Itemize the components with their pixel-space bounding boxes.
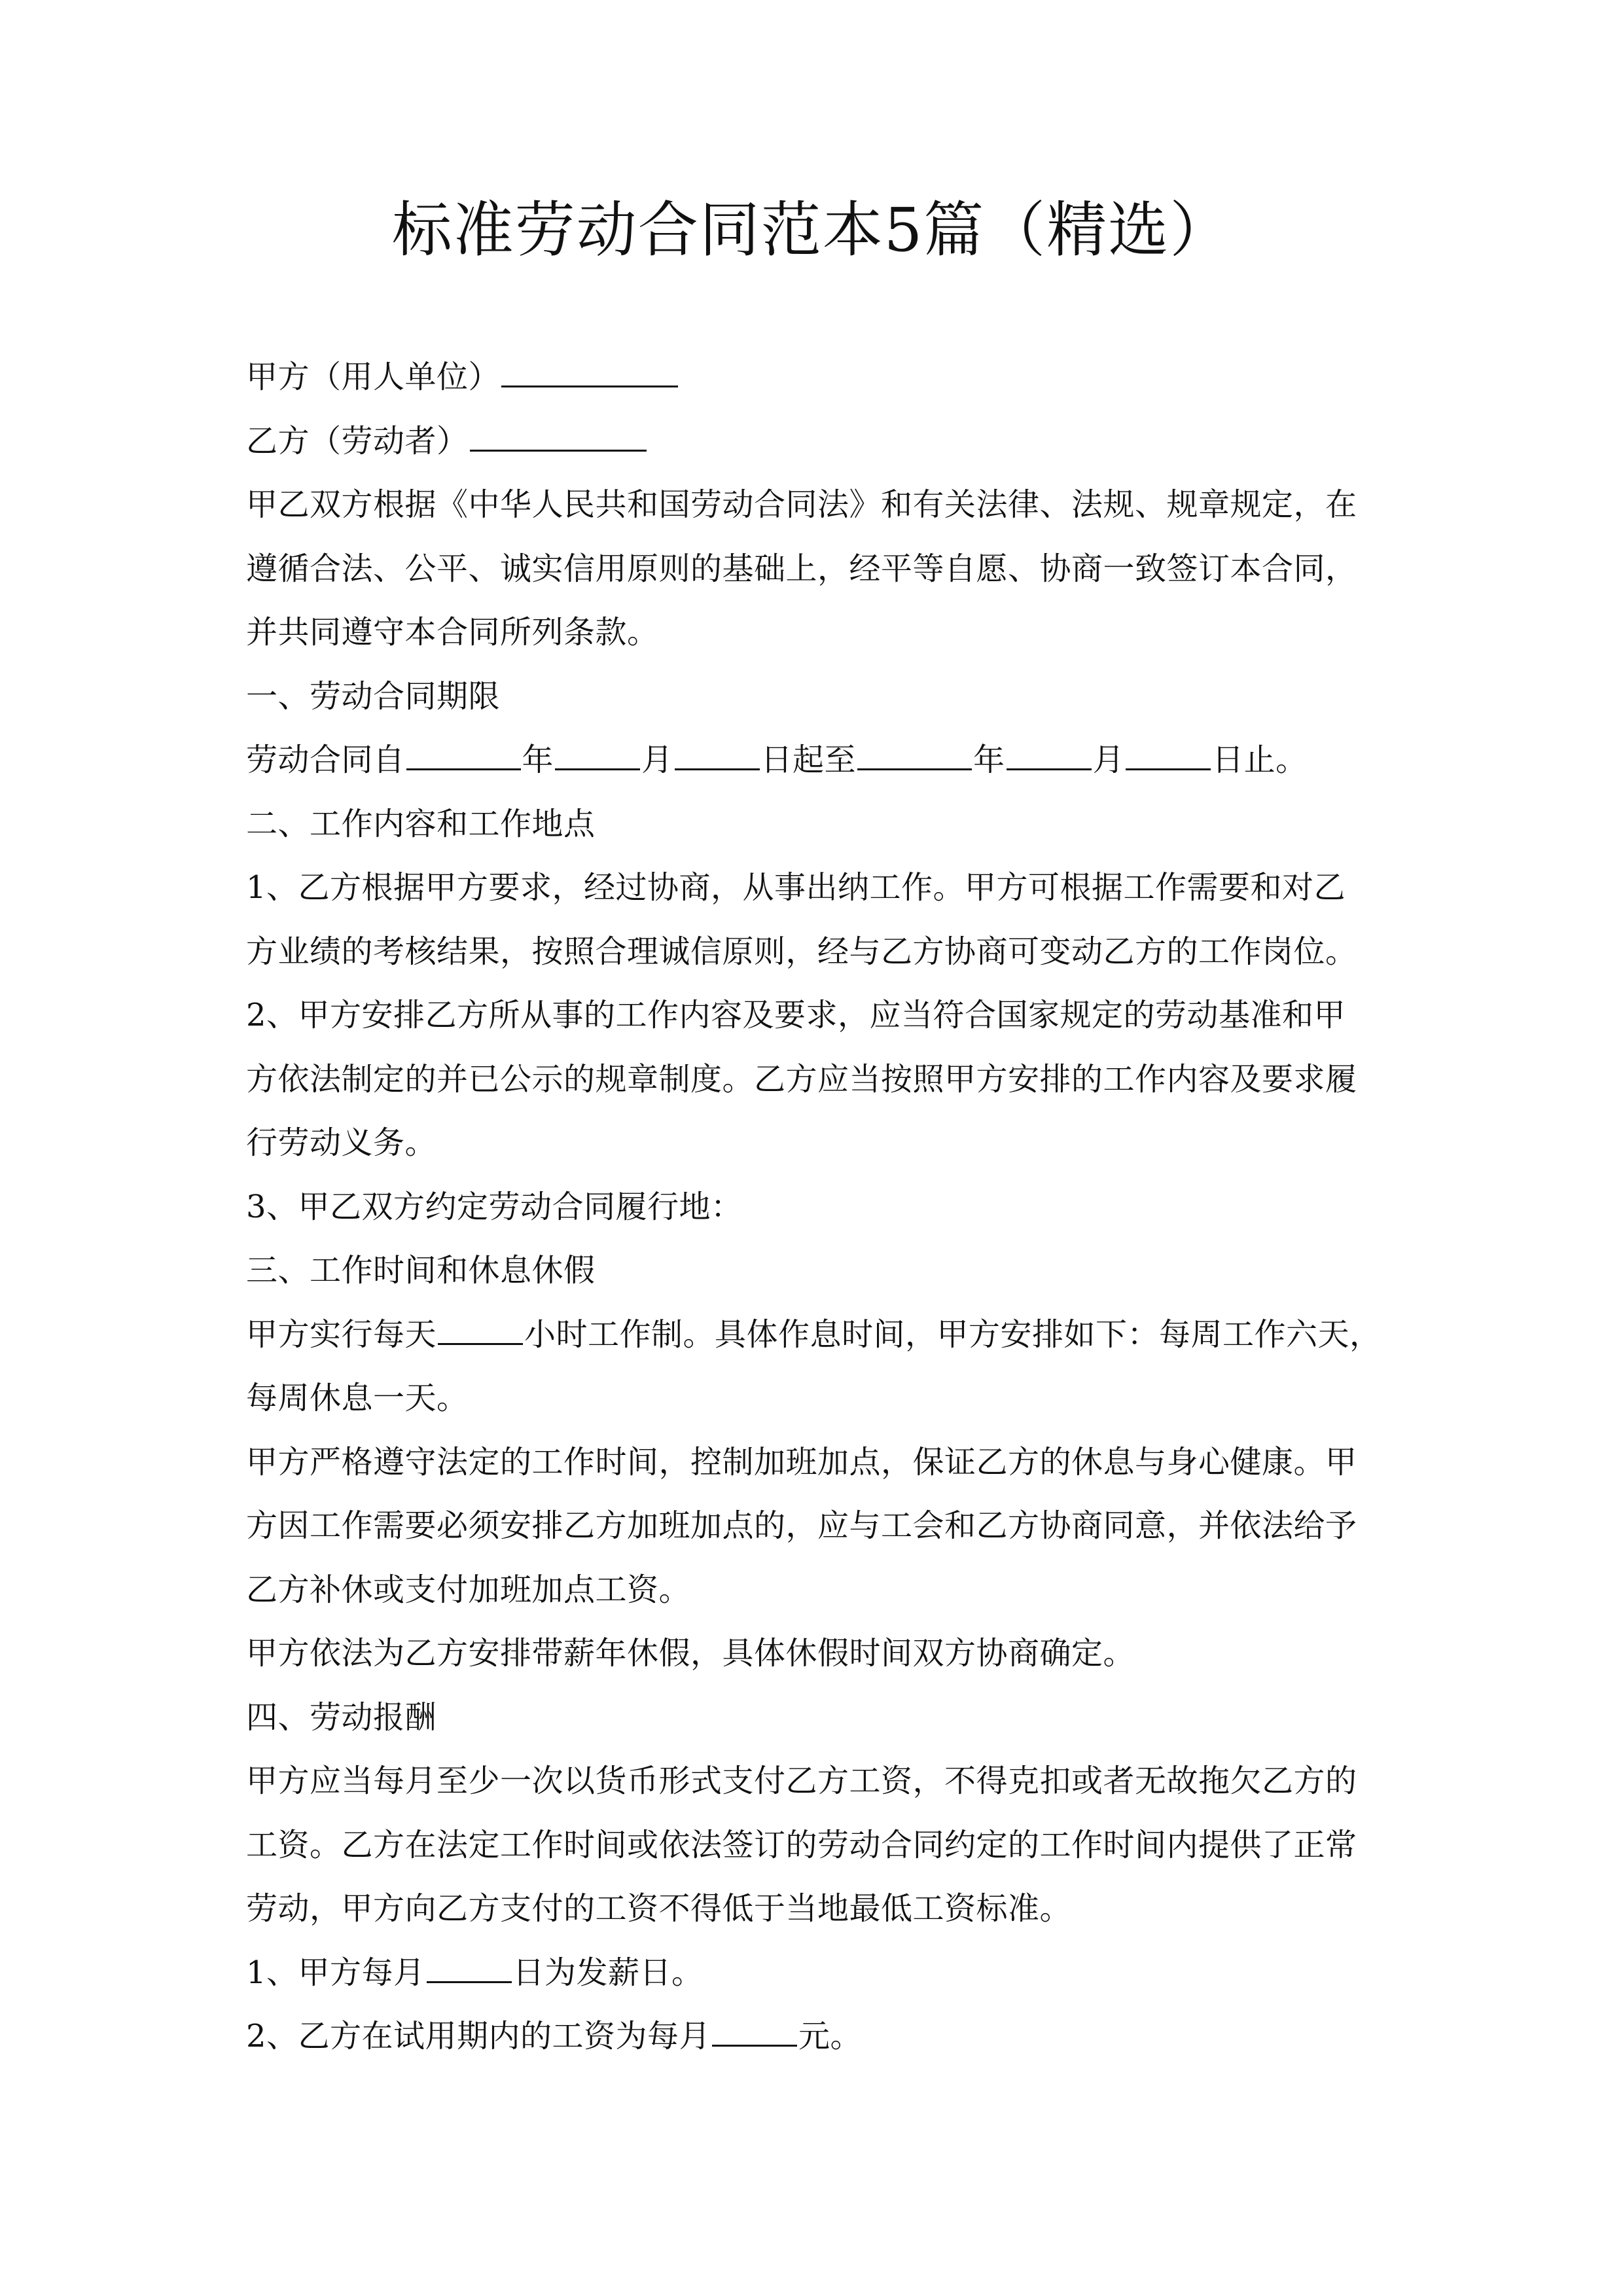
probation-prefix: 2、乙方在试用期内的工资为每月 <box>246 2018 711 2054</box>
work-item-line: 2、甲方安排乙方所从事的工作内容及要求，应当符合国家规定的劳动基准和甲 <box>246 997 1346 1033</box>
start-day-blank[interactable] <box>675 737 760 770</box>
party-b-line <box>246 410 1398 474</box>
party-a-label: 甲方（用人单位） <box>246 359 501 395</box>
wage-line: 甲方应当每月至少一次以货币形式支付乙方工资，不得克扣或者无故拖欠乙方的 <box>246 1763 1357 1799</box>
section-heading-term: 一、劳动合同期限 <box>246 677 501 715</box>
term-text: 月 <box>641 742 673 778</box>
term-text: 年 <box>973 742 1005 778</box>
document-title: 标准劳动合同范本5篇（精选） <box>391 195 1232 265</box>
work-item-line: 方业绩的考核结果，按照合理诚信原则，经与乙方协商可变动乙方的工作岗位。 <box>246 933 1357 970</box>
overtime-line: 甲方严格遵守法定的工作时间，控制加班加点，保证乙方的休息与身心健康。甲 <box>246 1443 1357 1480</box>
overtime-line: 方因工作需要必须安排乙方加班加点的，应与工会和乙方协商同意，并依法给予 <box>246 1507 1357 1544</box>
start-month-blank[interactable] <box>555 737 640 770</box>
end-year-blank[interactable] <box>857 737 972 770</box>
term-text: 日止。 <box>1212 742 1308 778</box>
probation-wage-line <box>246 2005 1398 2069</box>
wage-line: 工资。乙方在法定工作时间或依法签订的劳动合同约定的工作时间内提供了正常 <box>246 1826 1357 1863</box>
work-location-line: 3、甲乙双方约定劳动合同履行地： <box>246 1188 743 1225</box>
end-month-blank[interactable] <box>1007 737 1092 770</box>
start-year-blank[interactable] <box>406 737 521 770</box>
work-item-line: 1、乙方根据甲方要求，经过协商，从事出纳工作。甲方可根据工作需要和对乙 <box>246 869 1346 906</box>
term-text: 日起至 <box>760 742 857 778</box>
overtime-line: 乙方补休或支付加班加点工资。 <box>246 1571 691 1608</box>
section-heading-hours: 三、工作时间和休息休假 <box>246 1252 596 1289</box>
wage-line: 劳动，甲方向乙方支付的工资不得低于当地最低工资标准。 <box>246 1890 1072 1927</box>
intro-line: 并共同遵守本合同所列条款。 <box>246 614 659 651</box>
term-text: 年 <box>522 742 554 778</box>
probation-wage-blank[interactable] <box>712 2013 797 2047</box>
payday-blank[interactable] <box>427 1950 512 1983</box>
party-a-blank[interactable] <box>501 354 678 387</box>
document-body <box>246 346 1398 2069</box>
term-text: 月 <box>1092 742 1125 778</box>
annual-leave-line: 甲方依法为乙方安排带薪年休假，具体休假时间双方协商确定。 <box>246 1635 1135 1672</box>
work-hours-line <box>246 1303 1398 1367</box>
intro-line: 甲乙双方根据《中华人民共和国劳动合同法》和有关法律、法规、规章规定，在 <box>246 486 1357 523</box>
end-day-blank[interactable] <box>1126 737 1211 770</box>
term-text: 劳动合同自 <box>246 742 405 778</box>
party-b-blank[interactable] <box>470 418 647 452</box>
probation-suffix: 元。 <box>798 2018 863 2054</box>
daily-hours-blank[interactable] <box>438 1312 523 1345</box>
work-item-line: 行劳动义务。 <box>246 1124 437 1161</box>
section-heading-work: 二、工作内容和工作地点 <box>246 805 596 842</box>
party-b-label: 乙方（劳动者） <box>246 422 469 459</box>
payday-line <box>246 1941 1398 2005</box>
payday-prefix: 1、甲方每月 <box>246 1954 425 1991</box>
contract-term-line <box>246 728 1398 793</box>
hours-prefix: 甲方实行每天 <box>246 1316 437 1353</box>
work-hours-line: 每周休息一天。 <box>246 1380 469 1416</box>
intro-line: 遵循合法、公平、诚实信用原则的基础上，经平等自愿、协商一致签订本合同， <box>246 550 1357 587</box>
section-heading-pay: 四、劳动报酬 <box>246 1698 437 1736</box>
party-a-line <box>246 346 1398 410</box>
work-item-line: 方依法制定的并已公示的规章制度。乙方应当按照甲方安排的工作内容及要求履 <box>246 1060 1357 1098</box>
payday-suffix: 日为发薪日。 <box>512 1954 704 1991</box>
hours-suffix: 小时工作制。具体作息时间，甲方安排如下：每周工作六天， <box>524 1316 1382 1353</box>
